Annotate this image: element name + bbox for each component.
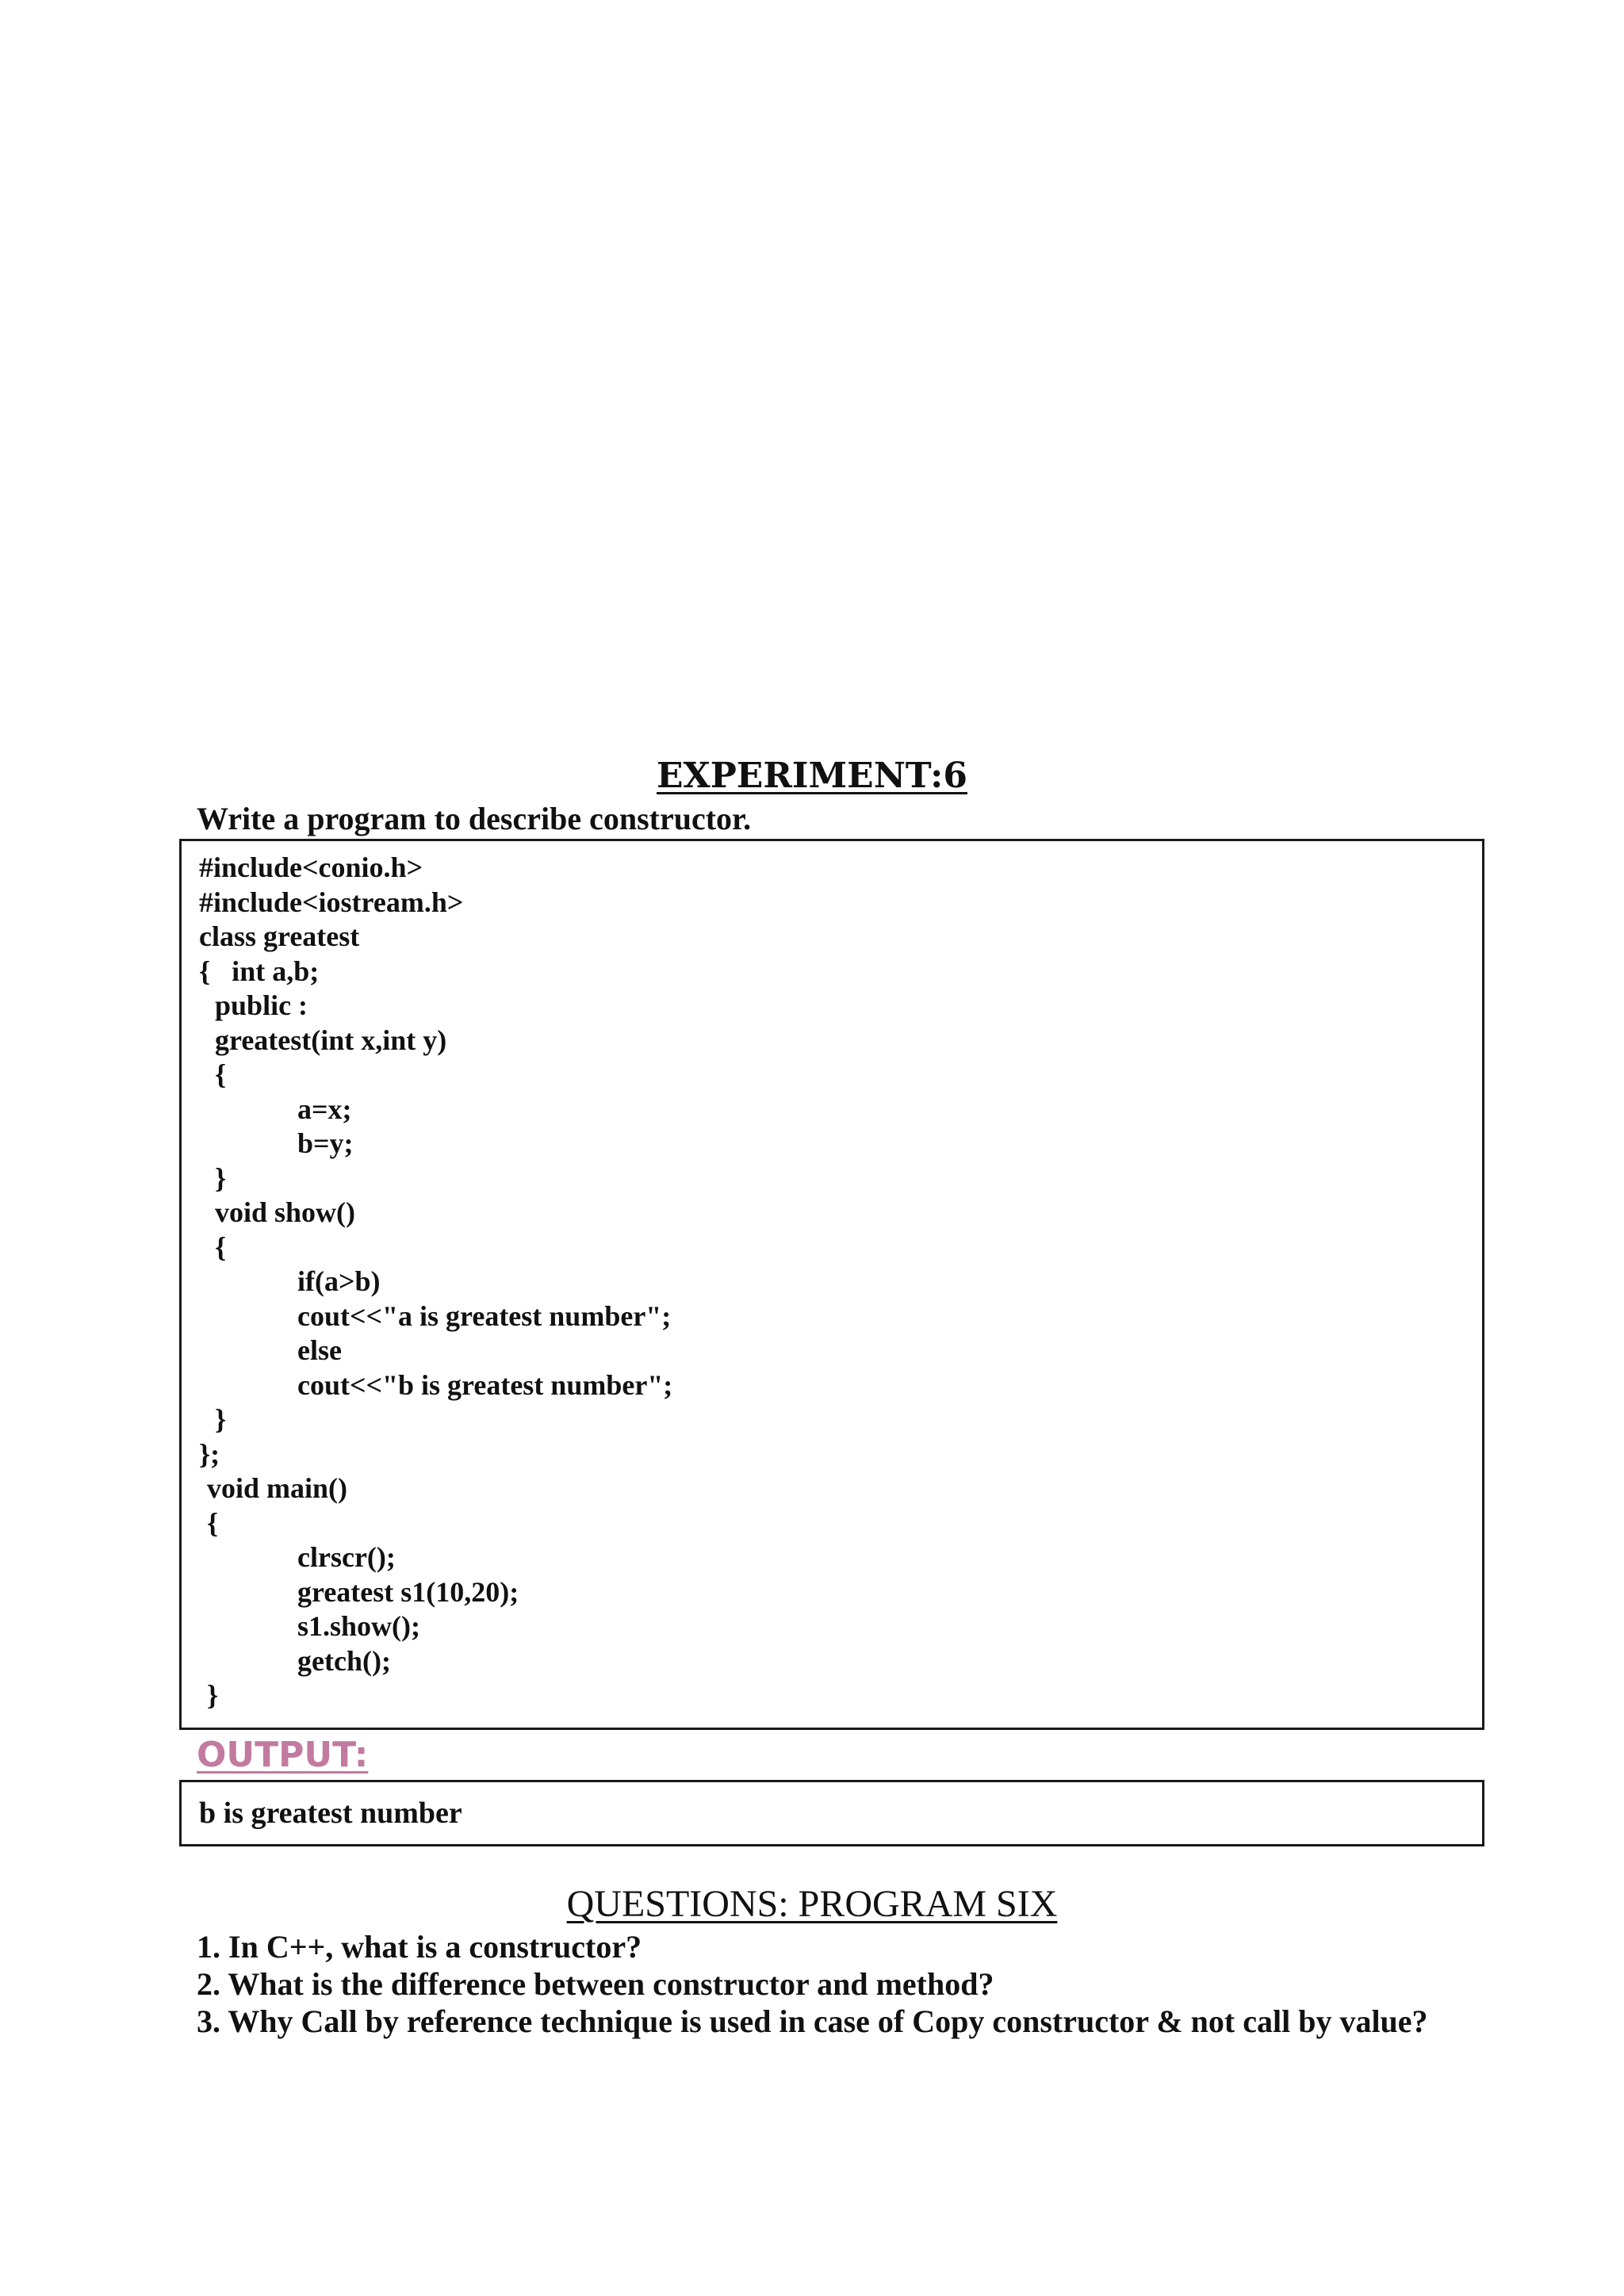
code-line: }; bbox=[199, 1437, 220, 1470]
code-line: { bbox=[215, 1058, 227, 1090]
questions-list bbox=[197, 1928, 1481, 2040]
question-item bbox=[197, 1928, 1481, 1965]
code-line: } bbox=[215, 1403, 227, 1435]
code-line: clrscr(); bbox=[297, 1541, 396, 1573]
question-text: . In C++, what is a constructor? bbox=[213, 1929, 642, 1965]
code-line: if(a>b) bbox=[297, 1265, 381, 1297]
code-line: else bbox=[297, 1334, 342, 1366]
code-listing bbox=[199, 851, 672, 1713]
code-line: { bbox=[215, 1230, 227, 1263]
code-line: #include<conio.h> bbox=[199, 851, 423, 883]
output-box bbox=[179, 1780, 1484, 1846]
code-line: b=y; bbox=[297, 1127, 354, 1159]
question-number: 3 bbox=[197, 2003, 213, 2039]
code-line: class greatest bbox=[199, 920, 360, 952]
code-box bbox=[179, 839, 1484, 1730]
code-line: { int a,b; bbox=[199, 955, 320, 987]
code-line: a=x; bbox=[297, 1093, 352, 1125]
question-text: . Why Call by reference technique is used in case of Copy constructor & not call by value? bbox=[213, 2003, 1428, 2039]
code-line: getch(); bbox=[297, 1644, 391, 1677]
code-line: greatest(int x,int y) bbox=[215, 1024, 447, 1056]
aim-statement: Write a program to describe constructor. bbox=[197, 801, 752, 836]
code-line: void main() bbox=[207, 1472, 348, 1504]
code-line: void show() bbox=[215, 1196, 356, 1228]
code-line: public : bbox=[215, 989, 308, 1021]
question-item bbox=[197, 2003, 1481, 2040]
question-number: 1 bbox=[197, 1929, 213, 1965]
code-line: { bbox=[207, 1506, 219, 1539]
code-line: } bbox=[215, 1161, 227, 1194]
code-line: greatest s1(10,20); bbox=[297, 1575, 519, 1608]
code-line: s1.show(); bbox=[297, 1610, 421, 1642]
experiment-title: EXPERIMENT:6 bbox=[657, 756, 967, 796]
code-line: cout<<"b is greatest number"; bbox=[297, 1368, 673, 1401]
question-item bbox=[197, 1965, 1481, 2003]
output-text: b is greatest number bbox=[199, 1797, 462, 1830]
question-number: 2 bbox=[197, 1966, 213, 2002]
output-label: OUTPUT: bbox=[197, 1735, 369, 1775]
code-line: } bbox=[207, 1679, 219, 1711]
question-text: . What is the difference between constructor and method? bbox=[213, 1966, 994, 2002]
code-line: cout<<"a is greatest number"; bbox=[297, 1299, 672, 1332]
questions-heading: QUESTIONS: PROGRAM SIX bbox=[566, 1883, 1058, 1925]
code-line: #include<iostream.h> bbox=[199, 886, 464, 918]
